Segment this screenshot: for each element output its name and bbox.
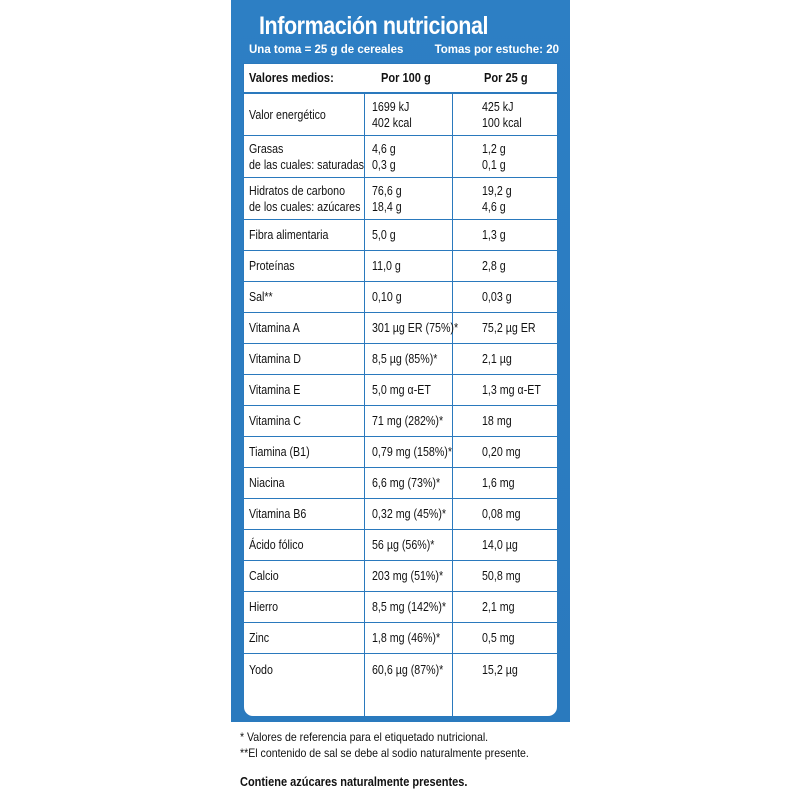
value-per-100g-line: 0,10 g [372, 289, 402, 304]
value-per-100g-line: 1,8 mg (46%)* [372, 630, 441, 645]
value-per-100g-line: 56 µg (56%)* [372, 537, 435, 552]
nutrient-name [249, 499, 359, 529]
value-per-25g [482, 375, 557, 405]
nutrient-name-line: Niacina [249, 475, 285, 490]
value-per-100g-line: 8,5 mg (142%)* [372, 599, 447, 614]
value-per-100g [372, 136, 452, 177]
table-row [244, 94, 557, 136]
value-per-25g [482, 437, 557, 467]
footnote-sugars: Contiene azúcares naturalmente presentes. [240, 775, 468, 789]
nutrient-name [249, 251, 359, 281]
table-row [244, 178, 557, 220]
nutrient-name-line: de los cuales: azúcares [249, 198, 361, 214]
nutrient-name [249, 220, 359, 250]
header-per100: Por 100 g [381, 70, 431, 85]
value-per-100g [372, 530, 452, 560]
value-per-100g [372, 251, 452, 281]
value-per-25g [482, 530, 557, 560]
value-per-25g-line: 19,2 g [482, 182, 512, 198]
nutrient-name [249, 178, 359, 219]
nutrient-name [249, 313, 359, 343]
nutrient-name-line: Vitamina D [249, 351, 301, 366]
footnote-reference: * Valores de referencia para el etiquetado nutricional. [240, 730, 489, 744]
nutrition-table [243, 63, 558, 717]
value-per-100g-line: 8,5 µg (85%)* [372, 351, 438, 366]
value-per-25g-line: 75,2 µg ER [482, 320, 536, 335]
value-per-100g [372, 220, 452, 250]
value-per-100g-line: 5,0 g [372, 227, 396, 242]
value-per-100g-line: 301 µg ER (75%)* [372, 320, 459, 335]
nutrient-name [249, 406, 359, 436]
table-row [244, 499, 557, 530]
table-row [244, 375, 557, 406]
value-per-100g-line: 1699 kJ [372, 98, 410, 114]
value-per-25g-line: 1,2 g [482, 140, 506, 156]
nutrient-name [249, 623, 359, 653]
value-per-25g [482, 344, 557, 374]
value-per-25g [482, 654, 557, 686]
value-per-100g [372, 178, 452, 219]
value-per-25g-line: 0,1 g [482, 156, 506, 172]
table-row [244, 592, 557, 623]
nutrient-name-line: Sal** [249, 289, 273, 304]
value-per-25g-line: 2,1 mg [482, 599, 515, 614]
value-per-25g [482, 406, 557, 436]
table-title: Información nutricional [259, 12, 489, 40]
nutrient-name-line: Calcio [249, 568, 279, 583]
table-row [244, 136, 557, 178]
nutrient-name-line: Valor energético [249, 106, 326, 122]
value-per-25g [482, 499, 557, 529]
value-per-100g-line: 76,6 g [372, 182, 402, 198]
value-per-100g [372, 406, 452, 436]
value-per-100g [372, 499, 452, 529]
value-per-25g [482, 220, 557, 250]
value-per-25g [482, 561, 557, 591]
value-per-100g-line: 5,0 mg α-ET [372, 382, 431, 397]
value-per-100g-line: 18,4 g [372, 198, 402, 214]
value-per-25g [482, 282, 557, 312]
value-per-100g [372, 437, 452, 467]
nutrient-name [249, 468, 359, 498]
nutrient-name-line: Hidratos de carbono [249, 182, 346, 198]
value-per-100g [372, 561, 452, 591]
table-row [244, 313, 557, 344]
table-row [244, 220, 557, 251]
value-per-25g [482, 136, 557, 177]
nutrient-name-line: Hierro [249, 599, 279, 614]
nutrient-name-line: Tiamina (B1) [249, 444, 310, 459]
serving-info [249, 44, 559, 56]
value-per-25g-line: 14,0 µg [482, 537, 518, 552]
value-per-25g-line: 50,8 mg [482, 568, 521, 583]
value-per-100g-line: 6,6 mg (73%)* [372, 475, 441, 490]
header-per25: Por 25 g [484, 70, 528, 85]
value-per-100g [372, 375, 452, 405]
nutrient-name-line: Zinc [249, 630, 270, 645]
nutrient-name-line: Fibra alimentaria [249, 227, 329, 242]
table-row [244, 561, 557, 592]
value-per-100g-line: 402 kcal [372, 114, 412, 130]
nutrient-name-line: Vitamina C [249, 413, 301, 428]
table-row [244, 406, 557, 437]
nutrient-name-line: Vitamina E [249, 382, 301, 397]
table-row [244, 530, 557, 561]
nutrient-name [249, 592, 359, 622]
value-per-25g [482, 592, 557, 622]
value-per-25g-line: 18 mg [482, 413, 512, 428]
value-per-25g [482, 251, 557, 281]
value-per-25g [482, 94, 557, 135]
nutrient-name [249, 375, 359, 405]
nutrient-name-line: de las cuales: saturadas [249, 156, 364, 172]
value-per-100g-line: 203 mg (51%)* [372, 568, 444, 583]
nutrient-name-line: Vitamina B6 [249, 506, 307, 521]
nutrient-name [249, 530, 359, 560]
table-row [244, 468, 557, 499]
nutrient-name [249, 437, 359, 467]
value-per-25g-line: 100 kcal [482, 114, 522, 130]
value-per-100g [372, 592, 452, 622]
nutrient-name [249, 94, 359, 135]
value-per-25g-line: 0,5 mg [482, 630, 515, 645]
value-per-100g-line: 60,6 µg (87%)* [372, 662, 444, 677]
value-per-25g-line: 2,8 g [482, 258, 506, 273]
table-row [244, 282, 557, 313]
value-per-100g-line: 11,0 g [372, 258, 401, 273]
table-header [244, 64, 557, 94]
value-per-100g-line: 71 mg (282%)* [372, 413, 444, 428]
value-per-100g [372, 282, 452, 312]
value-per-25g-line: 0,20 mg [482, 444, 521, 459]
value-per-25g-line: 1,3 mg α-ET [482, 382, 541, 397]
value-per-25g-line: 1,3 g [482, 227, 506, 242]
value-per-100g [372, 654, 452, 686]
table-row [244, 344, 557, 375]
nutrient-name-line: Grasas [249, 140, 284, 156]
nutrient-name-line: Yodo [249, 662, 273, 677]
value-per-25g [482, 313, 557, 343]
value-per-100g [372, 313, 459, 343]
nutrient-name [249, 344, 359, 374]
value-per-25g-line: 2,1 µg [482, 351, 512, 366]
table-row [244, 623, 557, 654]
value-per-100g [372, 468, 452, 498]
value-per-100g-line: 0,32 mg (45%)* [372, 506, 447, 521]
value-per-100g [372, 94, 452, 135]
value-per-25g-line: 0,03 g [482, 289, 512, 304]
table-row [244, 251, 557, 282]
nutrient-name [249, 561, 359, 591]
value-per-25g [482, 623, 557, 653]
value-per-25g [482, 178, 557, 219]
nutrient-name [249, 282, 359, 312]
nutrient-name-line: Proteínas [249, 258, 295, 273]
servings-per-pack: Tomas por estuche: 20 [434, 44, 559, 56]
nutrient-name-line: Vitamina A [249, 320, 300, 335]
nutrient-name [249, 654, 359, 686]
value-per-25g-line: 15,2 µg [482, 662, 518, 677]
value-per-25g-line: 1,6 mg [482, 475, 515, 490]
footnote-salt: **El contenido de sal se debe al sodio naturalmente presente. [240, 746, 529, 760]
table-row [244, 654, 557, 686]
value-per-25g-line: 0,08 mg [482, 506, 521, 521]
value-per-25g-line: 425 kJ [482, 98, 514, 114]
value-per-25g-line: 4,6 g [482, 198, 506, 214]
value-per-25g [482, 468, 557, 498]
value-per-100g-line: 4,6 g [372, 140, 396, 156]
nutrient-name [249, 136, 364, 177]
value-per-100g-line: 0,3 g [372, 156, 396, 172]
value-per-100g [372, 344, 452, 374]
table-row [244, 437, 557, 468]
value-per-100g [372, 623, 452, 653]
nutrient-name-line: Ácido fólico [249, 537, 304, 552]
header-label: Valores medios: [249, 70, 334, 85]
serving-size: Una toma = 25 g de cereales [249, 44, 404, 56]
value-per-100g-line: 0,79 mg (158%)* [372, 444, 453, 459]
